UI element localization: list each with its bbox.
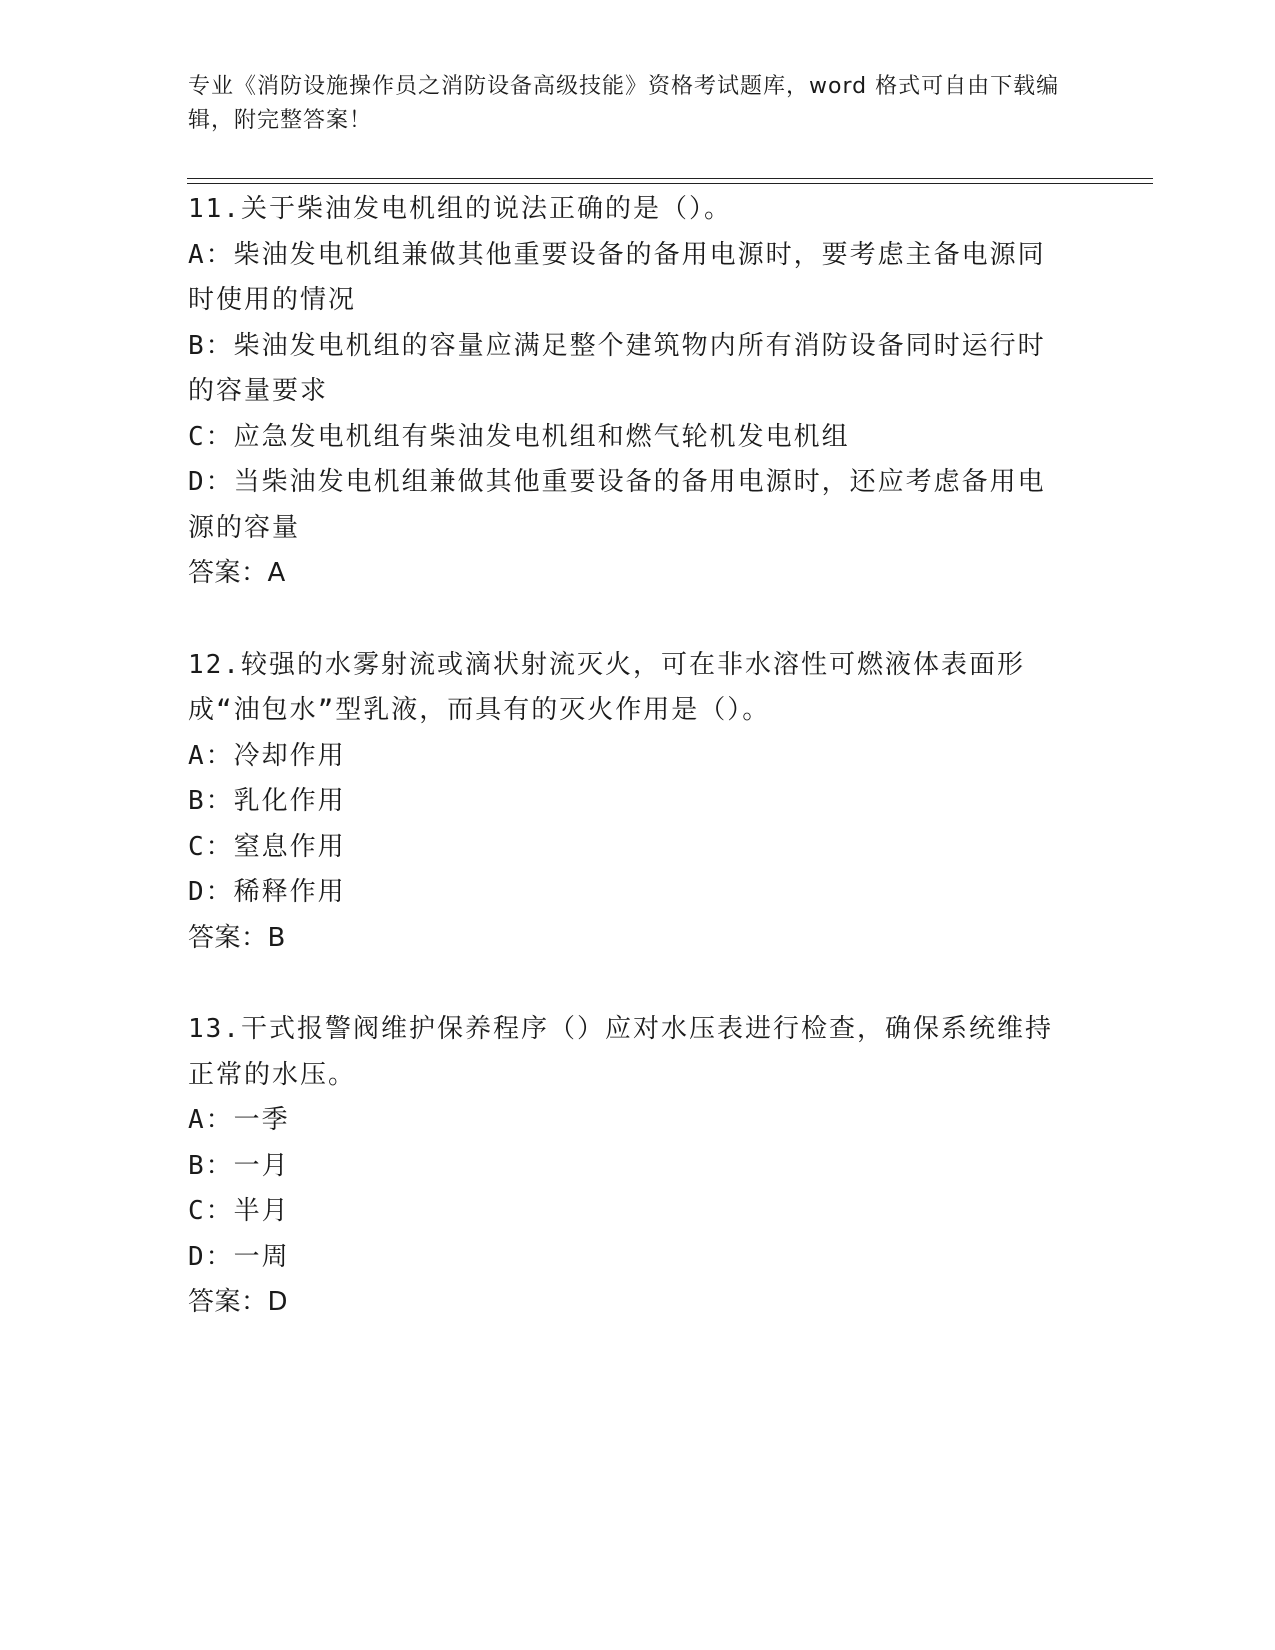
- option-c: C：半月: [188, 1196, 290, 1226]
- option-a: A：柴油发电机组兼做其他重要设备的备用电源时，要考虑主备电源同时使用的情况: [188, 239, 1046, 315]
- question-13: [188, 1007, 1068, 1326]
- option-d: D：一周: [188, 1241, 290, 1272]
- question-stem: 11.关于柴油发电机组的说法正确的是（）。: [188, 194, 732, 224]
- option-c: C：应急发电机组有柴油发电机组和燃气轮机发电机组: [188, 421, 850, 452]
- question-12: [188, 643, 1068, 962]
- question-stem: 13.干式报警阀维护保养程序（）应对水压表进行检查，确保系统维持正常的水压。: [188, 1014, 1053, 1090]
- option-d: D：稀释作用: [188, 877, 346, 907]
- header-divider-top: [187, 178, 1153, 179]
- question-11: [188, 187, 1068, 597]
- document-header-text: 专业《消防设施操作员之消防设备高级技能》资格考试题库，word 格式可自由下载编辑，附完整答案！: [188, 74, 1060, 133]
- answer-line: 答案：D: [188, 1287, 289, 1317]
- option-c: C：窒息作用: [188, 831, 346, 862]
- answer-line: 答案：A: [188, 558, 286, 588]
- option-b: B：乳化作用: [188, 786, 346, 816]
- question-stem: 12.较强的水雾射流或滴状射流灭火，可在非水溶性可燃液体表面形成“油包水”型乳液，而具有的灭火作用是（）。: [188, 649, 1025, 725]
- option-d: D：当柴油发电机组兼做其他重要设备的备用电源时，还应考虑备用电源的容量: [188, 467, 1046, 543]
- question-list: [188, 187, 1068, 1326]
- option-b: B：一月: [188, 1150, 290, 1181]
- option-b: B：柴油发电机组的容量应满足整个建筑物内所有消防设备同时运行时的容量要求: [188, 330, 1046, 406]
- header-divider-bottom: [187, 183, 1153, 184]
- answer-line: 答案：B: [188, 922, 286, 953]
- option-a: A：一季: [188, 1105, 290, 1135]
- option-a: A：冷却作用: [188, 740, 346, 771]
